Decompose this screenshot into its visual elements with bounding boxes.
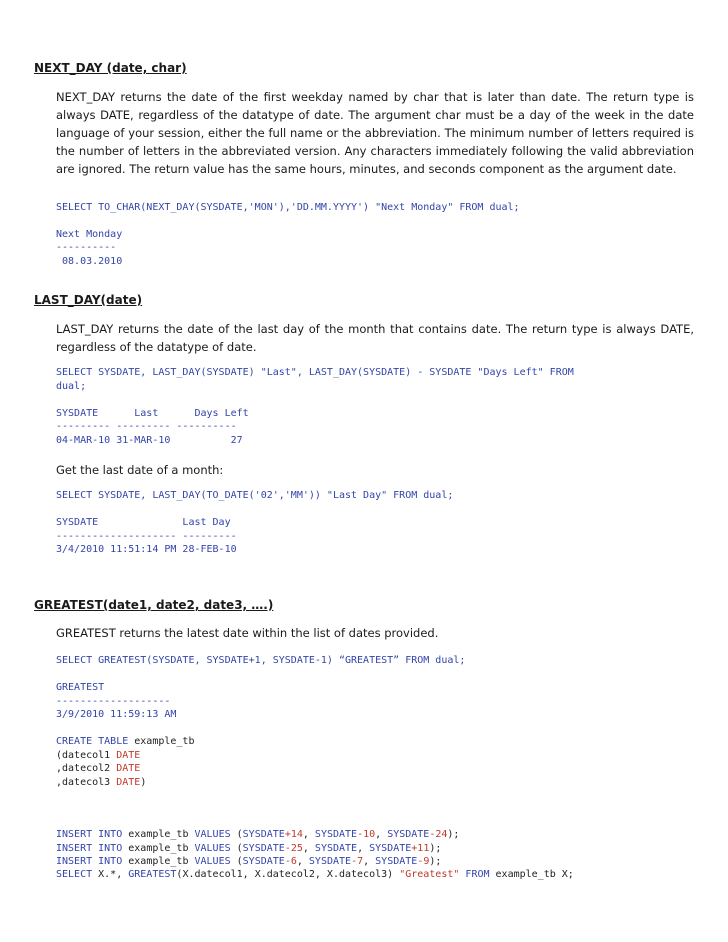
- final-query-function: GREATEST: [128, 869, 177, 880]
- greatest-heading: GREATEST(date1, date2, date3, ….): [34, 598, 274, 612]
- last-day-result-row: 04-MAR-10 31-MAR-10 27: [56, 435, 243, 446]
- insert-separator: ,: [375, 829, 388, 840]
- insert-value-a-offset: -6: [284, 856, 297, 867]
- next-day-heading: NEXT_DAY (date, char): [34, 61, 187, 75]
- insert-value-a-offset: +14: [284, 829, 303, 840]
- last-day-query-line1: SELECT SYSDATE, LAST_DAY(SYSDATE) "Last", LAST_DAY(SYSDATE) - SYSDATE "Days Left" FROM: [56, 367, 574, 378]
- final-query-from: FROM: [459, 869, 490, 880]
- final-query-select: SELECT: [56, 869, 93, 880]
- insert-separator: ,: [302, 843, 315, 854]
- last-day-result2-row: 3/4/2010 11:51:14 PM 28-FEB-10: [56, 544, 237, 555]
- insert-separator: ,: [296, 856, 309, 867]
- insert-value-c-offset: +11: [411, 843, 430, 854]
- greatest-result-header: GREATEST: [56, 682, 105, 693]
- create-table-keyword: CREATE TABLE: [56, 736, 129, 747]
- next-day-result-separator: ----------: [56, 242, 117, 253]
- last-day-sub-description: Get the last date of a month:: [56, 463, 224, 477]
- greatest-query: SELECT GREATEST(SYSDATE, SYSDATE+1, SYSDATE-1) “GREATEST” FROM dual;: [56, 655, 466, 666]
- insert-table-name: example_tb: [122, 843, 195, 854]
- insert-values-keyword: VALUES: [194, 843, 231, 854]
- create-table-col3: ,datecol3: [56, 777, 117, 788]
- insert-open-paren: (: [230, 856, 243, 867]
- insert-open-paren: (: [230, 829, 243, 840]
- last-day-result-separator: --------- --------- ----------: [56, 421, 237, 432]
- insert-value-c: SYSDATE: [375, 856, 418, 867]
- last-day-query2: SELECT SYSDATE, LAST_DAY(TO_DATE('02','MM')) "Last Day" FROM dual;: [56, 490, 454, 501]
- insert-table-name: example_tb: [122, 829, 195, 840]
- insert-separator: ,: [302, 829, 315, 840]
- greatest-final-query: [56, 868, 574, 882]
- create-table-col3-type: DATE: [116, 777, 141, 788]
- insert-open-paren: (: [230, 843, 243, 854]
- insert-values-keyword: VALUES: [194, 829, 231, 840]
- last-day-result-header: SYSDATE Last Days Left: [56, 408, 249, 419]
- insert-line: [56, 842, 441, 856]
- greatest-description: GREATEST returns the latest date within the list of dates provided.: [56, 626, 439, 640]
- insert-separator: ,: [363, 856, 376, 867]
- create-table-close: ): [140, 777, 147, 788]
- insert-into-keyword: INSERT INTO: [56, 843, 123, 854]
- insert-value-a: SYSDATE: [242, 843, 285, 854]
- final-query-args: (X.datecol1, X.datecol2, X.datecol3): [176, 869, 400, 880]
- last-day-query-line2: dual;: [56, 381, 87, 392]
- create-table-line2: [56, 749, 140, 763]
- insert-value-b: SYSDATE: [314, 829, 358, 840]
- insert-value-a-offset: -25: [284, 843, 303, 854]
- insert-value-b-offset: -7: [351, 856, 364, 867]
- insert-line: [56, 855, 441, 869]
- insert-value-b-offset: -10: [357, 829, 376, 840]
- last-day-result2-header: SYSDATE Last Day: [56, 517, 231, 528]
- create-table-col2: ,datecol2: [56, 763, 117, 774]
- create-table-col1: (datecol1: [56, 750, 117, 761]
- insert-value-a: SYSDATE: [242, 829, 285, 840]
- insert-value-b: SYSDATE: [314, 843, 358, 854]
- final-query-part1: X.*,: [92, 869, 129, 880]
- insert-into-keyword: INSERT INTO: [56, 856, 123, 867]
- create-table-line4: [56, 776, 146, 790]
- create-table-line1: [56, 735, 194, 749]
- greatest-result-value: 3/9/2010 11:59:13 AM: [56, 709, 177, 720]
- insert-value-c: SYSDATE: [387, 829, 430, 840]
- insert-values-keyword: VALUES: [194, 856, 231, 867]
- next-day-query: SELECT TO_CHAR(NEXT_DAY(SYSDATE,'MON'),'DD.MM.YYYY') "Next Monday" FROM dual;: [56, 202, 520, 213]
- insert-value-c: SYSDATE: [369, 843, 412, 854]
- final-query-table: example_tb X;: [489, 869, 574, 880]
- insert-separator: ,: [357, 843, 370, 854]
- final-query-alias: "Greatest": [399, 869, 460, 880]
- insert-value-c-offset: -24: [429, 829, 448, 840]
- last-day-heading: LAST_DAY(date): [34, 293, 143, 307]
- create-table-col1-type: DATE: [116, 750, 141, 761]
- create-table-col2-type: DATE: [116, 763, 141, 774]
- last-day-description: LAST_DAY returns the date of the last day of the month that contains date. The return type is always DATE, regardless of the datatype of date.: [56, 322, 694, 354]
- last-day-result2-separator: -------------------- ---------: [56, 531, 237, 542]
- next-day-description: NEXT_DAY returns the date of the first weekday named by char that is later than date. The return type is always DATE, regardless of the datatype of date. The argument char must be a day of the week in the date language of your session, either the full name or the abbreviation. The minimum number of letters required is the number of letters in the abbreviated version. Any characters immediately following the valid abbreviation are ignored. The return value has the same hours, minutes, and seconds component as the argument date.: [56, 90, 694, 176]
- insert-close-paren: );: [429, 856, 442, 867]
- create-table-name: example_tb: [128, 736, 195, 747]
- create-table-line3: [56, 762, 140, 776]
- insert-close-paren: );: [429, 843, 442, 854]
- insert-value-a: SYSDATE: [242, 856, 285, 867]
- insert-value-b: SYSDATE: [308, 856, 352, 867]
- insert-close-paren: );: [447, 829, 460, 840]
- insert-table-name: example_tb: [122, 856, 195, 867]
- insert-line: [56, 828, 459, 842]
- insert-value-c-offset: -9: [417, 856, 430, 867]
- next-day-result-value: 08.03.2010: [56, 256, 123, 267]
- greatest-result-separator: -------------------: [56, 696, 171, 707]
- next-day-result-header: Next Monday: [56, 229, 123, 240]
- insert-into-keyword: INSERT INTO: [56, 829, 123, 840]
